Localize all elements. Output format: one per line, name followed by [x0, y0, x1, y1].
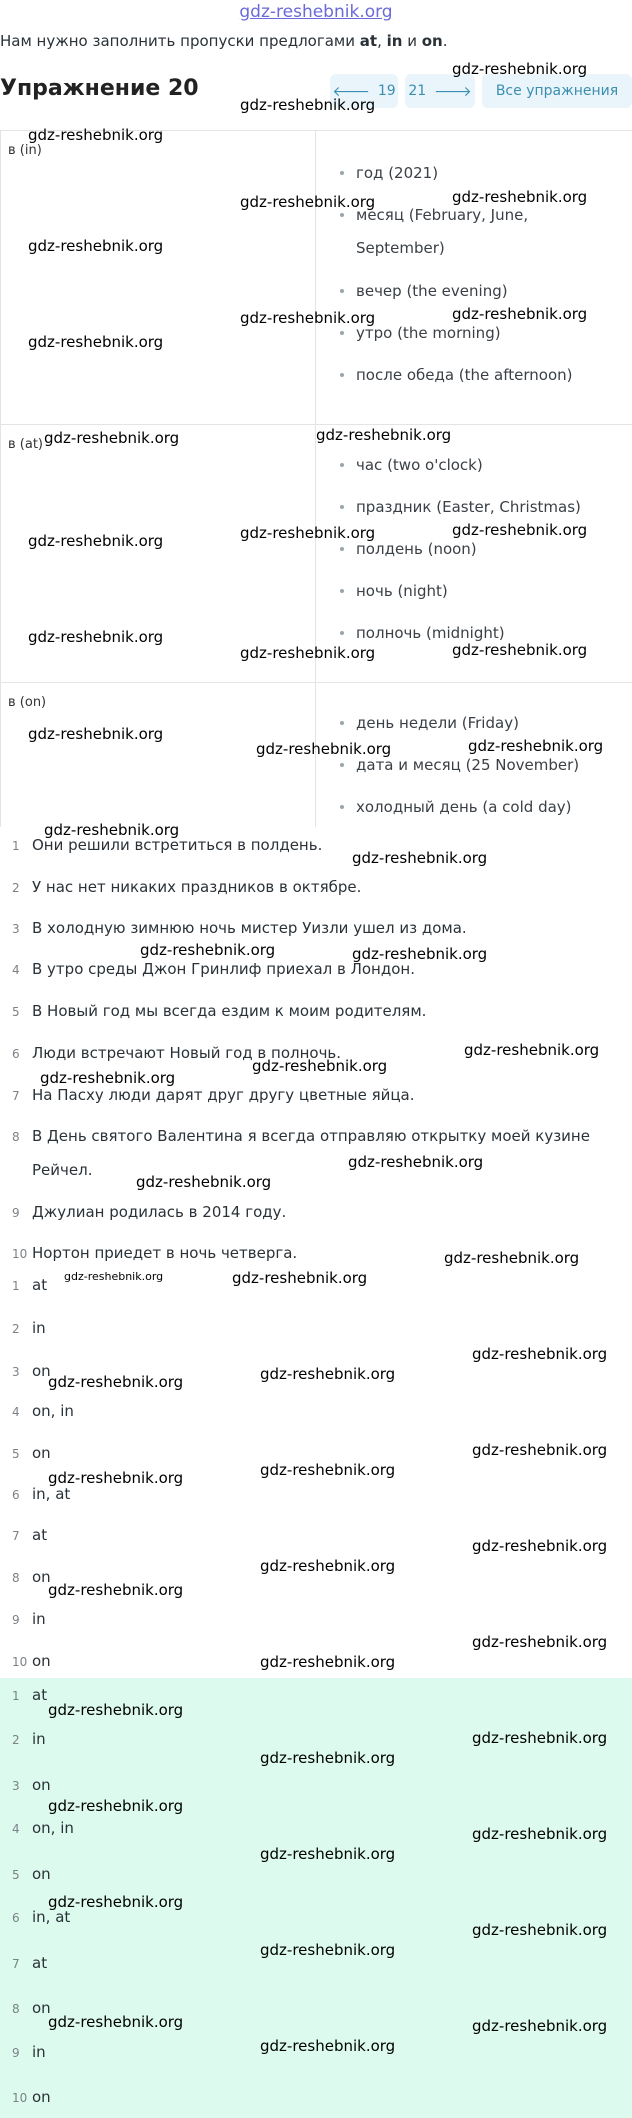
- answer-row: [0, 1991, 51, 2026]
- sentence-number: 10: [12, 1247, 28, 1261]
- watermark: gdz-reshebnik.org: [452, 188, 588, 206]
- intro-in: in: [386, 32, 403, 50]
- answer-text: on, in: [32, 1402, 74, 1420]
- answer-number: 10: [12, 2091, 28, 2105]
- watermark: gdz-reshebnik.org: [28, 628, 164, 646]
- watermark: gdz-reshebnik.org: [28, 333, 164, 351]
- answer-row: [0, 2080, 51, 2115]
- answer-row: [0, 1722, 46, 1757]
- answer-text: on: [32, 1865, 51, 1883]
- watermark: gdz-reshebnik.org: [260, 1941, 396, 1959]
- list-item: праздник (Easter, Christmas): [320, 491, 616, 523]
- watermark: gdz-reshebnik.org: [48, 1373, 184, 1391]
- sentence-text: В утро среды Джон Гринлиф приехал в Лондон.: [32, 960, 415, 978]
- list-item: полночь (midnight): [320, 617, 616, 649]
- answer-text: on: [32, 1652, 51, 1670]
- answer-text: on: [32, 1362, 51, 1380]
- watermark: gdz-reshebnik.org: [468, 737, 604, 755]
- answer-text: on: [32, 1444, 51, 1462]
- list-item: утро (the morning): [320, 317, 616, 349]
- intro-end: .: [442, 32, 448, 50]
- sentence-text: На Пасху люди дарят друг другу цветные яйца.: [32, 1086, 415, 1104]
- answer-text: on: [32, 1999, 51, 2017]
- answer-text: in: [32, 1730, 46, 1748]
- watermark: gdz-reshebnik.org: [48, 1701, 184, 1719]
- list-item: ночь (night): [320, 575, 616, 607]
- watermark: gdz-reshebnik.org: [352, 945, 488, 963]
- sentence-text: У нас нет никаких праздников в октябре.: [32, 878, 362, 896]
- answer-text: in: [32, 2043, 46, 2061]
- list-item: после обеда (the afternoon): [320, 359, 616, 391]
- answer-text: in: [32, 1610, 46, 1628]
- watermark: gdz-reshebnik.org: [240, 96, 376, 114]
- watermark: gdz-reshebnik.org: [48, 1581, 184, 1599]
- answer-text: on: [32, 2088, 51, 2106]
- answer-number: 6: [12, 1488, 20, 1502]
- sentence-text: Люди встречают Новый год в полночь.: [32, 1044, 342, 1062]
- watermark: gdz-reshebnik.org: [472, 1441, 608, 1459]
- answer-text: in, at: [32, 1908, 71, 1926]
- watermark: gdz-reshebnik.org: [260, 1653, 396, 1671]
- watermark: gdz-reshebnik.org: [44, 821, 180, 839]
- watermark: gdz-reshebnik.org: [28, 725, 164, 743]
- answer-row: [0, 1644, 51, 1679]
- watermark: gdz-reshebnik.org: [472, 1633, 608, 1651]
- watermark: gdz-reshebnik.org: [472, 1921, 608, 1939]
- answer-row: [0, 1768, 51, 1803]
- watermark: gdz-reshebnik.org: [240, 193, 376, 211]
- answer-number: 7: [12, 1957, 20, 1971]
- watermark: gdz-reshebnik.org: [452, 521, 588, 539]
- arrow-right-icon: 🡒: [434, 83, 472, 100]
- watermark: gdz-reshebnik.org: [464, 1041, 600, 1059]
- watermark: gdz-reshebnik.org: [48, 1469, 184, 1487]
- watermark: gdz-reshebnik.org: [352, 849, 488, 867]
- intro-on: on: [421, 32, 443, 50]
- answer-number: 3: [12, 1779, 20, 1793]
- answer-row: [0, 1678, 47, 1713]
- rule-list: [320, 707, 616, 833]
- sentence-number: 3: [12, 922, 20, 936]
- all-label: Все упражнения: [495, 83, 619, 99]
- site-link[interactable]: gdz-reshebnik.org: [239, 2, 393, 22]
- sentence-number: 8: [12, 1130, 20, 1144]
- answer-row: [0, 2035, 46, 2070]
- answer-row: [0, 1811, 74, 1846]
- answer-row: [0, 1268, 47, 1303]
- watermark: gdz-reshebnik.org: [48, 1893, 184, 1911]
- sentence-text: В День святого Валентина я всегда отправляю открытку моей кузине Рейчел.: [32, 1127, 590, 1179]
- prev-label: 19: [377, 83, 396, 99]
- watermark: gdz-reshebnik.org: [260, 1557, 396, 1575]
- watermark: gdz-reshebnik.org: [472, 2017, 608, 2035]
- answer-number: 6: [12, 1911, 20, 1925]
- list-item: месяц (February, June, September): [320, 199, 616, 265]
- watermark: gdz-reshebnik.org: [348, 1153, 484, 1171]
- watermark: gdz-reshebnik.org: [48, 2013, 184, 2031]
- sentence-number: 2: [12, 881, 20, 895]
- page-title: Упражнение 20: [0, 76, 199, 101]
- rule-prep: в (in): [8, 143, 42, 158]
- sentence-text: В Новый год мы всегда ездим к моим родителям.: [32, 1002, 427, 1020]
- watermark: gdz-reshebnik.org: [232, 1269, 368, 1287]
- answer-number: 3: [12, 1365, 20, 1379]
- answer-text: on: [32, 1568, 51, 1586]
- sentence-number: 6: [12, 1047, 20, 1061]
- sentence-row: [0, 870, 361, 905]
- answer-text: in, at: [32, 1485, 71, 1503]
- watermark: gdz-reshebnik.org: [48, 1797, 184, 1815]
- answer-row: [0, 1354, 51, 1389]
- watermark: gdz-reshebnik.org: [260, 1461, 396, 1479]
- sentence-number: 1: [12, 839, 20, 853]
- watermark: gdz-reshebnik.org: [316, 426, 452, 444]
- next-label: 21: [408, 83, 427, 99]
- intro-text: [0, 32, 448, 50]
- answer-number: 4: [12, 1405, 20, 1419]
- answer-number: 4: [12, 1822, 20, 1836]
- answer-row: [0, 1436, 51, 1471]
- watermark: gdz-reshebnik.org: [472, 1729, 608, 1747]
- watermark: gdz-reshebnik.org: [472, 1825, 608, 1843]
- watermark: gdz-reshebnik.org: [452, 641, 588, 659]
- watermark: gdz-reshebnik.org: [240, 524, 376, 542]
- rule-cell-left: [0, 131, 316, 425]
- sentence-text: Нортон приедет в ночь четверга.: [32, 1244, 298, 1262]
- watermark: gdz-reshebnik.org: [28, 126, 164, 144]
- rule-prep: в (on): [8, 695, 47, 710]
- next-exercise-button[interactable]: [405, 74, 475, 108]
- sentence-row: [0, 994, 426, 1029]
- list-item: вечер (the evening): [320, 275, 616, 307]
- answer-number: 2: [12, 1322, 20, 1336]
- watermark: gdz-reshebnik.org: [64, 1270, 164, 1283]
- sentence-row: [0, 1236, 297, 1271]
- answer-row: [0, 1560, 51, 1595]
- answer-number: 5: [12, 1447, 20, 1461]
- list-item: час (two o'clock): [320, 449, 616, 481]
- answer-row: [0, 1311, 46, 1346]
- answer-number: 9: [12, 2046, 20, 2060]
- answer-text: at: [32, 1526, 48, 1544]
- answer-text: on, in: [32, 1819, 74, 1837]
- watermark: gdz-reshebnik.org: [452, 305, 588, 323]
- watermark: gdz-reshebnik.org: [136, 1173, 272, 1191]
- intro-sep2: и: [402, 32, 422, 50]
- answer-number: 7: [12, 1529, 20, 1543]
- answer-row: [0, 1946, 47, 1981]
- answer-number: 9: [12, 1613, 20, 1627]
- watermark: gdz-reshebnik.org: [140, 941, 276, 959]
- watermark: gdz-reshebnik.org: [260, 2037, 396, 2055]
- all-exercises-button[interactable]: [482, 74, 632, 108]
- list-item: полдень (noon): [320, 533, 616, 565]
- watermark: gdz-reshebnik.org: [40, 1069, 176, 1087]
- rule-list: [320, 449, 616, 659]
- answer-text: at: [32, 1954, 48, 1972]
- watermark: gdz-reshebnik.org: [260, 1365, 396, 1383]
- sentence-number: 5: [12, 1005, 20, 1019]
- watermark: gdz-reshebnik.org: [444, 1249, 580, 1267]
- rule-prep: в (at): [8, 437, 44, 452]
- list-item: холодный день (a cold day): [320, 791, 616, 823]
- intro-sep1: ,: [377, 32, 387, 50]
- answer-row: [0, 1857, 51, 1892]
- list-item: день недели (Friday): [320, 707, 616, 739]
- answer-number: 8: [12, 1571, 20, 1585]
- watermark: gdz-reshebnik.org: [472, 1537, 608, 1555]
- watermark: gdz-reshebnik.org: [44, 429, 180, 447]
- watermark: gdz-reshebnik.org: [256, 740, 392, 758]
- answer-text: at: [32, 1276, 48, 1294]
- list-item: дата и месяц (25 November): [320, 749, 616, 781]
- answer-text: in: [32, 1319, 46, 1337]
- sentence-text: Джулиан родилась в 2014 году.: [32, 1203, 287, 1221]
- sentence-row: [0, 1195, 286, 1230]
- watermark: gdz-reshebnik.org: [260, 1749, 396, 1767]
- watermark: gdz-reshebnik.org: [240, 644, 376, 662]
- arrow-left-icon: 🡐: [332, 83, 370, 100]
- answer-number: 8: [12, 2002, 20, 2016]
- watermark: gdz-reshebnik.org: [472, 1345, 608, 1363]
- answer-number: 1: [12, 1689, 20, 1703]
- list-item: год (2021): [320, 157, 616, 189]
- answer-number: 2: [12, 1733, 20, 1747]
- answer-number: 5: [12, 1868, 20, 1882]
- answer-row: [0, 1602, 46, 1637]
- answer-number: 1: [12, 1279, 20, 1293]
- answer-text: on: [32, 1776, 51, 1794]
- watermark: gdz-reshebnik.org: [452, 60, 588, 78]
- answer-row: [0, 1394, 74, 1429]
- sentence-text: Они решили встретиться в полдень.: [32, 836, 323, 854]
- intro-prefix: Нам нужно заполнить пропуски предлогами: [0, 32, 360, 50]
- rule-row-in: [0, 130, 632, 425]
- answer-text: at: [32, 1686, 48, 1704]
- intro-at: at: [359, 32, 378, 50]
- watermark: gdz-reshebnik.org: [28, 532, 164, 550]
- answer-row: [0, 1518, 47, 1553]
- watermark: gdz-reshebnik.org: [252, 1057, 388, 1075]
- sentence-number: 4: [12, 963, 20, 977]
- sentence-row: [0, 1119, 600, 1187]
- sentence-text: В холодную зимнюю ночь мистер Уизли ушел из дома.: [32, 919, 467, 937]
- watermark: gdz-reshebnik.org: [28, 237, 164, 255]
- watermark: gdz-reshebnik.org: [260, 1845, 396, 1863]
- sentence-number: 9: [12, 1206, 20, 1220]
- sentence-number: 7: [12, 1089, 20, 1103]
- watermark: gdz-reshebnik.org: [240, 309, 376, 327]
- answer-number: 10: [12, 1655, 28, 1669]
